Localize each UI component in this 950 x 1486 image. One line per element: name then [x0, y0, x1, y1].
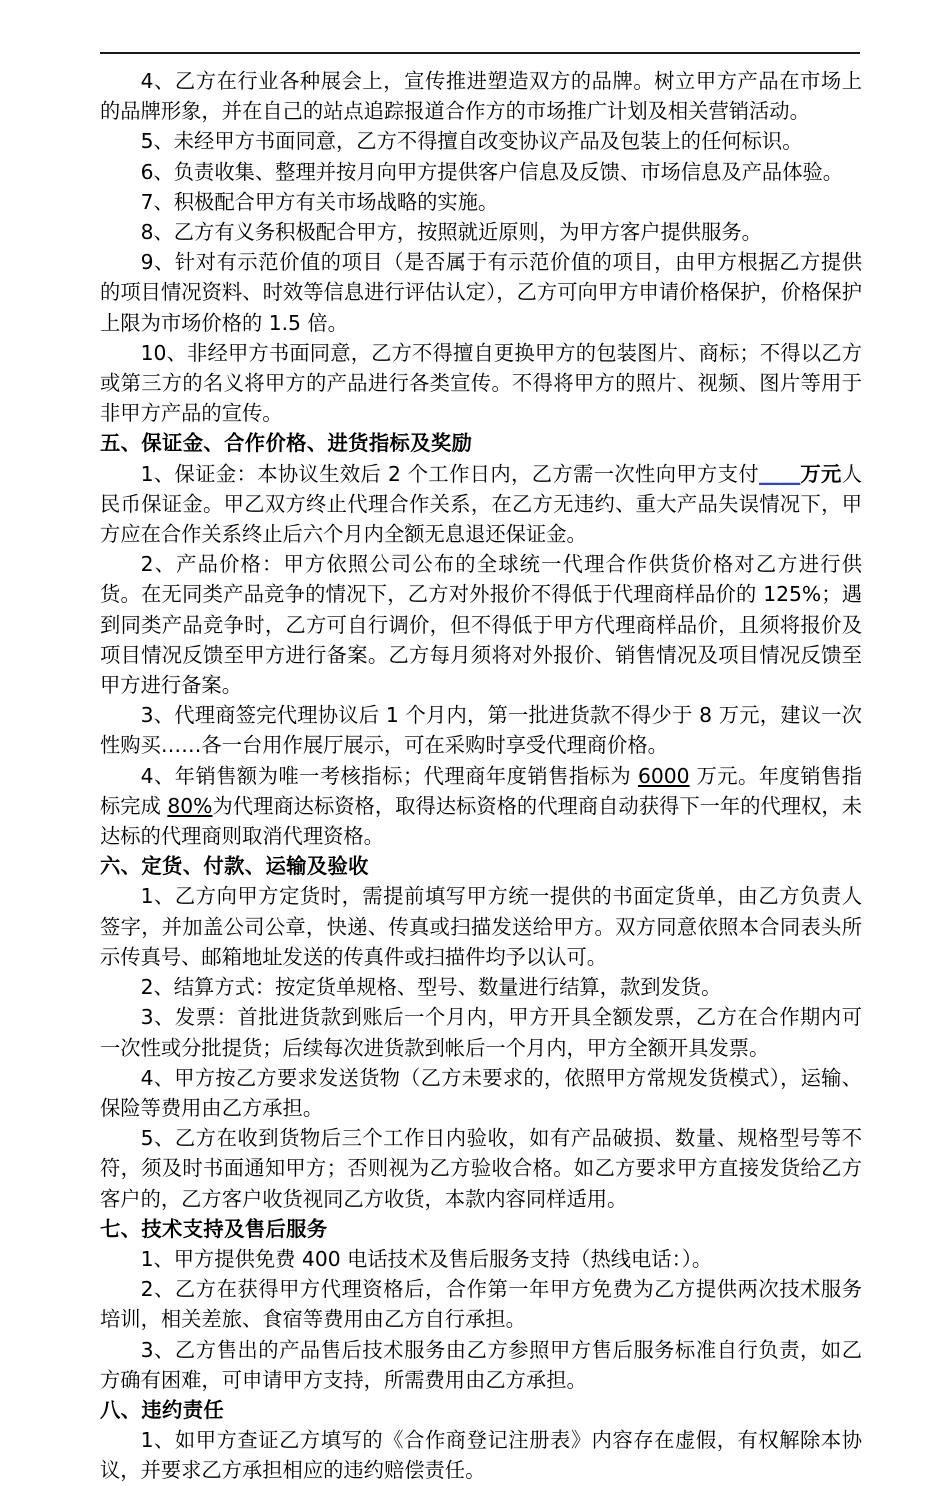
filled-value[interactable]: 80%	[167, 793, 213, 818]
clause-text: 万元。年度销售指标完成	[100, 763, 862, 818]
clause-paragraph: 1、乙方向甲方定货时，需提前填写甲方统一提供的书面定货单，由乙方负责人签字，并加盖公司公章，快递、传真或扫描发送给甲方。双方同意依照本合同表头所示传真号、邮箱地址发送的传真件或扫描件均予以认可。	[100, 884, 862, 969]
clause-paragraph: 1、如甲方查证乙方填写的《合作商登记注册表》内容存在虚假，有权解除本协议，并要求乙方承担相应的违约赔偿责任。	[100, 1428, 862, 1483]
clause-paragraph: 10、非经甲方书面同意，乙方不得擅自更换甲方的包装图片、商标；不得以乙方或第三方的名义将甲方的产品进行各类宣传。不得将甲方的照片、视频、图片等用于非甲方产品的宣传。	[100, 340, 862, 426]
clause-paragraph: 8、乙方有义务积极配合甲方，按照就近原则，为甲方客户提供服务。	[140, 220, 762, 245]
header-rule-divider	[100, 52, 860, 54]
clause-paragraph: 2、乙方在获得甲方代理资格后，合作第一年甲方免费为乙方提供两次技术服务培训，相关差旅、食宿等费用由乙方自行承担。	[100, 1277, 862, 1332]
clause-text: 人民币保证金。甲乙双方终止代理合作关系，在乙方无违约、重大产品失误情况下，甲方应在合作关系终止后六个月内全额无息退还保证金。	[100, 461, 862, 547]
clause-paragraph: 3、发票：首批进货款到账后一个月内，甲方开具全额发票，乙方在合作期内可一次性或分批提货；后续每次进货款到帐后一个月内，甲方全额开具发票。	[100, 1005, 862, 1060]
section-heading: 八、违约责任	[100, 1397, 225, 1422]
clause-paragraph: 9、针对有示范价值的项目（是否属于有示范价值的项目，由甲方根据乙方提供的项目情况资料、时效等信息进行评估认定），乙方可向甲方申请价格保护，价格保护上限为市场价格的 1.5 倍。	[100, 250, 862, 335]
clause-paragraph	[100, 459, 862, 550]
clause-text: 4、年销售额为唯一考核指标；代理商年度销售指标为	[140, 763, 638, 788]
clause-paragraph: 2、结算方式：按定货单规格、型号、数量进行结算，款到发货。	[140, 975, 722, 1000]
clause-paragraph: 4、乙方在行业各种展会上，宣传推进塑造双方的品牌。树立甲方产品在市场上的品牌形象，并在自己的站点追踪报道合作方的市场推广计划及相关营销活动。	[100, 69, 862, 124]
clause-text: 为代理商达标资格，取得达标资格的代理商自动获得下一年的代理权，未达标的代理商则取消代理资格。	[100, 793, 862, 849]
clause-paragraph: 5、未经甲方书面同意，乙方不得擅自改变协议产品及包装上的任何标识。	[140, 129, 803, 154]
fill-in-blank[interactable]: ＿＿	[759, 461, 801, 486]
section-heading: 五、保证金、合作价格、进货指标及奖励	[100, 431, 473, 456]
clause-paragraph: 3、代理商签完代理协议后 1 个月内，第一批进货款不得少于 8 万元，建议一次性购买……各一台用作展厅展示，可在采购时享受代理商价格。	[100, 703, 862, 758]
clause-paragraph: 6、负责收集、整理并按月向甲方提供客户信息及反馈、市场信息及产品体验。	[140, 159, 844, 184]
document-body	[100, 66, 862, 1486]
section-heading: 七、技术支持及售后服务	[100, 1216, 328, 1241]
clause-paragraph: 1、甲方提供免费 400 电话技术及售后服务支持（热线电话：）。	[140, 1246, 713, 1271]
clause-paragraph: 2、产品价格：甲方依照公司公布的全球统一代理合作供货价格对乙方进行供货。在无同类产品竞争的情况下，乙方对外报价不得低于代理商样品价的 125%；遇到同类产品竞争时，乙方可自行调价，但不得低于甲方代理商样品价，且须将报价及项目情况反馈至甲方进行备案。乙方每月须将对外报价、销售情况及项目情况反馈至甲方进行备案。	[100, 552, 862, 698]
section-heading: 六、定货、付款、运输及验收	[100, 854, 369, 879]
clause-paragraph: 4、甲方按乙方要求发送货物（乙方未要求的，依照甲方常规发货模式），运输、保险等费用由乙方承担。	[100, 1065, 862, 1120]
clause-paragraph	[100, 761, 862, 852]
emphasis-text: 万元	[800, 461, 842, 486]
clause-paragraph: 7、积极配合甲方有关市场战略的实施。	[140, 189, 499, 214]
clause-paragraph: 3、乙方售出的产品售后技术服务由乙方参照甲方售后服务标准自行负责，如乙方确有困难，可申请甲方支持，所需费用由乙方承担。	[100, 1337, 862, 1392]
filled-value[interactable]: 6000	[637, 763, 690, 788]
clause-text: 1、保证金：本协议生效后 2 个工作日内，乙方需一次性向甲方支付	[140, 461, 760, 486]
clause-paragraph: 5、乙方在收到货物后三个工作日内验收，如有产品破损、数量、规格型号等不符，须及时书面通知甲方；否则视为乙方验收合格。如乙方要求甲方直接发货给乙方客户的，乙方客户收货视同乙方收货，本款内容同样适用。	[100, 1126, 862, 1211]
